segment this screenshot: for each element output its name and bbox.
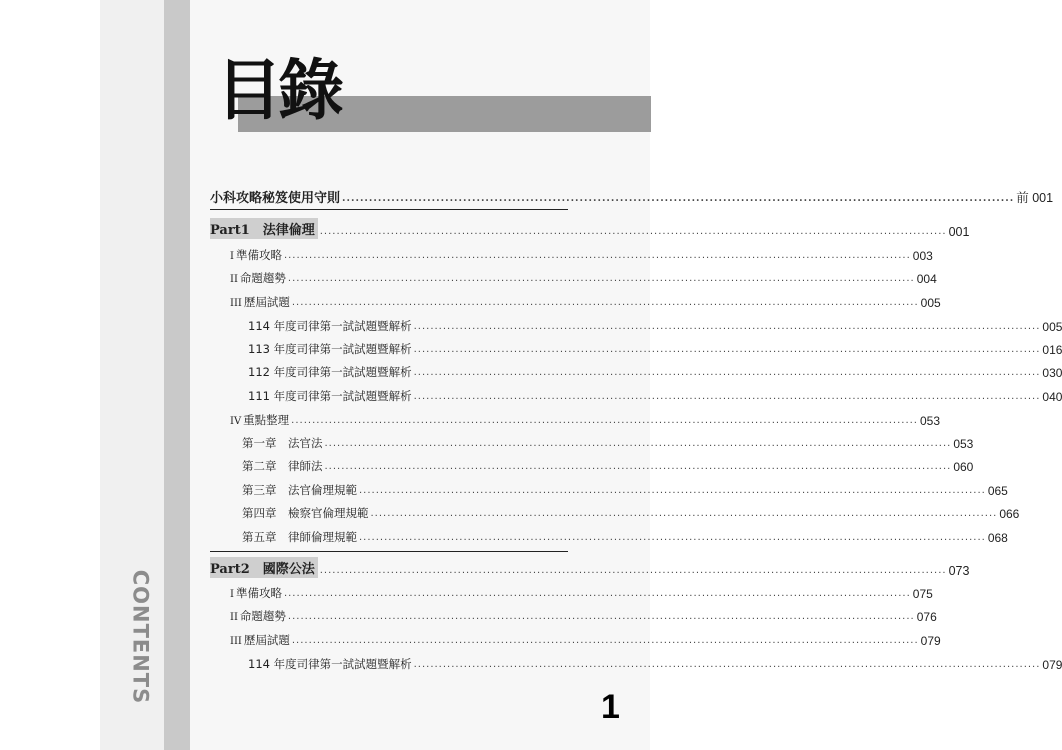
part-label: Part2 國際公法 <box>210 557 318 578</box>
toc-page: 073 <box>948 564 970 578</box>
toc-page: 前 001 <box>1016 191 1054 205</box>
leader-dots: ...................................................................................................................................................... <box>324 438 952 449</box>
leader-dots: ...................................................................................................................................................... <box>413 344 1041 355</box>
toc-row[interactable] <box>242 431 974 451</box>
toc-label: 第一章 法官法 <box>242 436 323 450</box>
leader-dots: ...................................................................................................................................................... <box>283 250 911 261</box>
leader-dots: ...................................................................................................................................................... <box>287 611 915 622</box>
leader-dots: ...................................................................................................................................................... <box>370 508 998 519</box>
page-number: 1 <box>601 688 620 726</box>
roman-numeral: I <box>230 589 234 600</box>
toc-row[interactable] <box>242 501 1020 521</box>
leader-dots: ...................................................................................................................................................... <box>291 297 919 308</box>
leader-dots: ...................................................................................................................................................... <box>324 461 952 472</box>
contents-label-text: CONTENTS <box>128 569 153 705</box>
toc-label: II 命題趨勢 <box>230 609 286 623</box>
toc-row[interactable] <box>248 384 1062 404</box>
toc-page: 068 <box>987 531 1008 545</box>
roman-numeral: III <box>230 636 242 647</box>
page-title: 目錄 <box>216 51 340 129</box>
toc-page: 040 <box>1042 390 1062 404</box>
leader-dots: ...................................................................................................................................................... <box>291 635 919 646</box>
roman-numeral: I <box>230 251 234 262</box>
toc-label: 第五章 律師倫理規範 <box>242 530 357 544</box>
leader-dots: ...................................................................................................................................................... <box>287 273 915 284</box>
toc-row[interactable] <box>230 408 941 428</box>
toc-page: 005 <box>920 296 941 310</box>
roman-numeral: II <box>230 274 238 285</box>
toc-label: III 歷屆試題 <box>230 295 290 309</box>
toc-label: I 準備攻略 <box>230 586 282 600</box>
leader-dots: ...................................................................................................................................................... <box>413 367 1041 378</box>
toc-row[interactable] <box>230 581 933 601</box>
toc-page: 030 <box>1042 366 1062 380</box>
toc-page: 003 <box>912 249 933 263</box>
toc-row[interactable] <box>242 478 1008 498</box>
toc-row[interactable] <box>248 360 1062 380</box>
toc-row-intro[interactable] <box>210 186 1054 206</box>
toc-row[interactable] <box>230 628 941 648</box>
toc-label: III 歷屆試題 <box>230 633 290 647</box>
toc-page: 016 <box>1042 343 1062 357</box>
leader-dots: ...................................................................................................................................................... <box>359 485 986 496</box>
roman-numeral: IV <box>230 416 242 427</box>
toc-page: 001 <box>948 225 970 239</box>
toc-label: IV 重點整理 <box>230 413 290 427</box>
toc-row-part2[interactable] <box>210 558 970 578</box>
toc-page: 053 <box>919 414 941 428</box>
leader-dots: ...................................................................................................................................................... <box>291 415 918 426</box>
toc-row[interactable] <box>230 266 937 286</box>
toc-page: 079 <box>1042 658 1062 672</box>
roman-numeral: III <box>230 298 242 309</box>
toc-row[interactable] <box>230 243 933 263</box>
leader-dots: ...................................................................................................................................................... <box>413 659 1041 670</box>
toc-label: 第三章 法官倫理規範 <box>242 483 357 497</box>
divider-line <box>210 551 568 552</box>
contents-vertical-label <box>120 569 160 705</box>
leader-dots: ...................................................................................................................................................... <box>413 391 1041 402</box>
leader-dots: ...................................................................................................................................................... <box>342 193 1015 204</box>
toc-row[interactable] <box>248 314 1062 334</box>
leader-dots: ...................................................................................................................................................... <box>319 226 947 237</box>
leader-dots: ...................................................................................................................................................... <box>359 532 986 543</box>
toc-row[interactable] <box>230 604 937 624</box>
toc-label: 112 年度司律第一試試題暨解析 <box>248 365 412 379</box>
toc-page: 075 <box>912 587 933 601</box>
toc-label: 第二章 律師法 <box>242 459 323 473</box>
toc-label: 111 年度司律第一試試題暨解析 <box>248 389 412 403</box>
leader-dots: ...................................................................................................................................................... <box>283 588 911 599</box>
toc-row[interactable] <box>248 337 1062 357</box>
toc-label: 114 年度司律第一試試題暨解析 <box>248 657 412 671</box>
toc-page: 079 <box>920 634 941 648</box>
toc-row[interactable] <box>248 652 1062 672</box>
toc-label: 第四章 檢察官倫理規範 <box>242 506 369 520</box>
toc-page: 053 <box>953 437 974 451</box>
leader-dots: ...................................................................................................................................................... <box>413 321 1041 332</box>
toc-row[interactable] <box>230 290 941 310</box>
toc-label: 小科攻略秘笈使用守則 <box>210 191 341 206</box>
toc-label: II 命題趨勢 <box>230 271 286 285</box>
toc-label: 113 年度司律第一試試題暨解析 <box>248 342 412 356</box>
toc-page: 005 <box>1042 320 1062 334</box>
divider-line <box>210 209 568 210</box>
toc-label: 114 年度司律第一試試題暨解析 <box>248 319 412 333</box>
toc-label: I 準備攻略 <box>230 248 282 262</box>
gray-side-strip <box>164 0 190 750</box>
toc-page: 004 <box>916 272 937 286</box>
toc-page: 076 <box>916 610 937 624</box>
toc-page: 065 <box>987 484 1008 498</box>
toc-page: 066 <box>999 507 1020 521</box>
part-label: Part1 法律倫理 <box>210 218 318 239</box>
toc-row-part1[interactable] <box>210 219 970 239</box>
toc-page: 060 <box>953 460 974 474</box>
roman-numeral: II <box>230 612 238 623</box>
leader-dots: ...................................................................................................................................................... <box>319 565 947 576</box>
toc-row[interactable] <box>242 454 974 474</box>
toc-row[interactable] <box>242 525 1008 545</box>
